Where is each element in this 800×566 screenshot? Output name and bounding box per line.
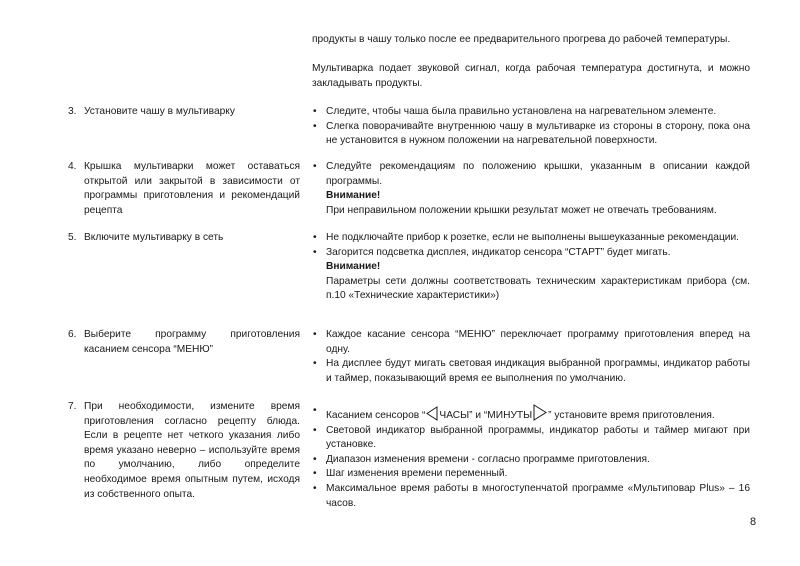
step-6-notes [312,328,750,386]
note-bullet: • Следите, чтобы чаша была правильно установлена на нагревательном элементе. [312,105,750,120]
warning-text: Параметры сети должны соответствовать техническим характеристикам прибора (см. п.10 «Технические характеристики») [326,275,750,302]
note-bullet: • Шаг изменения времени переменный. [312,467,750,482]
note-bullet: • Загорится подсветка дисплея, индикатор сенсора “СТАРТ” будет мигать. [312,246,750,261]
step-3 [68,105,300,120]
step-text: Выберите программу приготовления касанием сенсора “МЕНЮ” [84,329,300,355]
note-bullet: • Световой индикатор выбранной программы, индикатор работы и таймер мигают при установке. [312,424,750,453]
step-number: 3. [68,106,77,117]
note-bullet: • Не подключайте прибор к розетке, если не выполнены вышеуказанные рекомендации. [312,231,750,246]
note-bullet: • Слегка поворачивайте внутреннюю чашу в мультиварке из стороны в сторону, пока она не установится в нужном положении на нагревательной поверхности. [312,120,750,149]
step-5-notes [312,231,750,304]
step-number: 4. [68,161,77,172]
step-7 [68,400,300,502]
intro-paragraph-1: продукты в чашу только после ее предварительного прогрева до рабочей температуры. [312,34,731,45]
note-bullet: • На дисплее будут мигать световая индикация выбранной программы, индикатор работы и таймер, показывающий время ее выполнения по умолчанию. [312,357,750,386]
step-4 [68,160,300,218]
note-bullet: • Максимальное время работы в многоступенчатой программе «Мультиповар Plus» – 16 часов. [312,482,750,511]
warning-text: При неправильном положении крышки результат может не отвечать требованиям. [326,204,717,216]
step-5 [68,231,300,246]
page-number: 8 [750,516,757,528]
right-triangle-icon [533,404,547,421]
step-3-notes [312,105,750,149]
step-6 [68,328,300,357]
sensor-text-3: ” установите время приготовления. [548,410,715,421]
sensor-instruction [312,404,750,424]
step-number: 7. [68,401,77,412]
sensor-text-2: ЧАСЫ” и “МИНУТЫ [439,410,533,421]
step-4-notes [312,160,750,218]
step-text: Включите мультиварку в сеть [84,232,224,243]
note-bullet: • Диапазон изменения времени - согласно программе приготовления. [312,453,750,468]
step-number: 5. [68,232,77,243]
warning-heading: Внимание! [326,190,381,202]
note-bullet: • Каждое касание сенсора “МЕНЮ” переключает программу приготовления вперед на одну. [312,328,750,357]
warning-heading: Внимание! [326,261,381,273]
step-text: Установите чашу в мультиварку [84,106,235,117]
step-number: 6. [68,329,77,340]
step-text: Крышка мультиварки может оставаться открытой или закрытой в зависимости от программы приготовления и рекомендаций рецепта [84,161,300,216]
sensor-text-1: Касанием сенсоров “ [326,410,426,421]
note-bullet: • Следуйте рекомендациям по положению крышки, указанным в описании каждой программы. [312,160,750,189]
left-triangle-icon [426,406,438,421]
intro-paragraph-2: Мультиварка подает звуковой сигнал, когда рабочая температура достигнута, и можно закладывать продукты. [312,63,750,89]
step-text: При необходимости, измените время приготовления согласно рецепту блюда. Если в рецепте нет четкого указания либо время указано неверно – используйте время по умолчанию, либо определите необходимое время опытным путем, исходя из собственного опыта. [84,401,300,500]
step-7-notes [312,404,750,511]
